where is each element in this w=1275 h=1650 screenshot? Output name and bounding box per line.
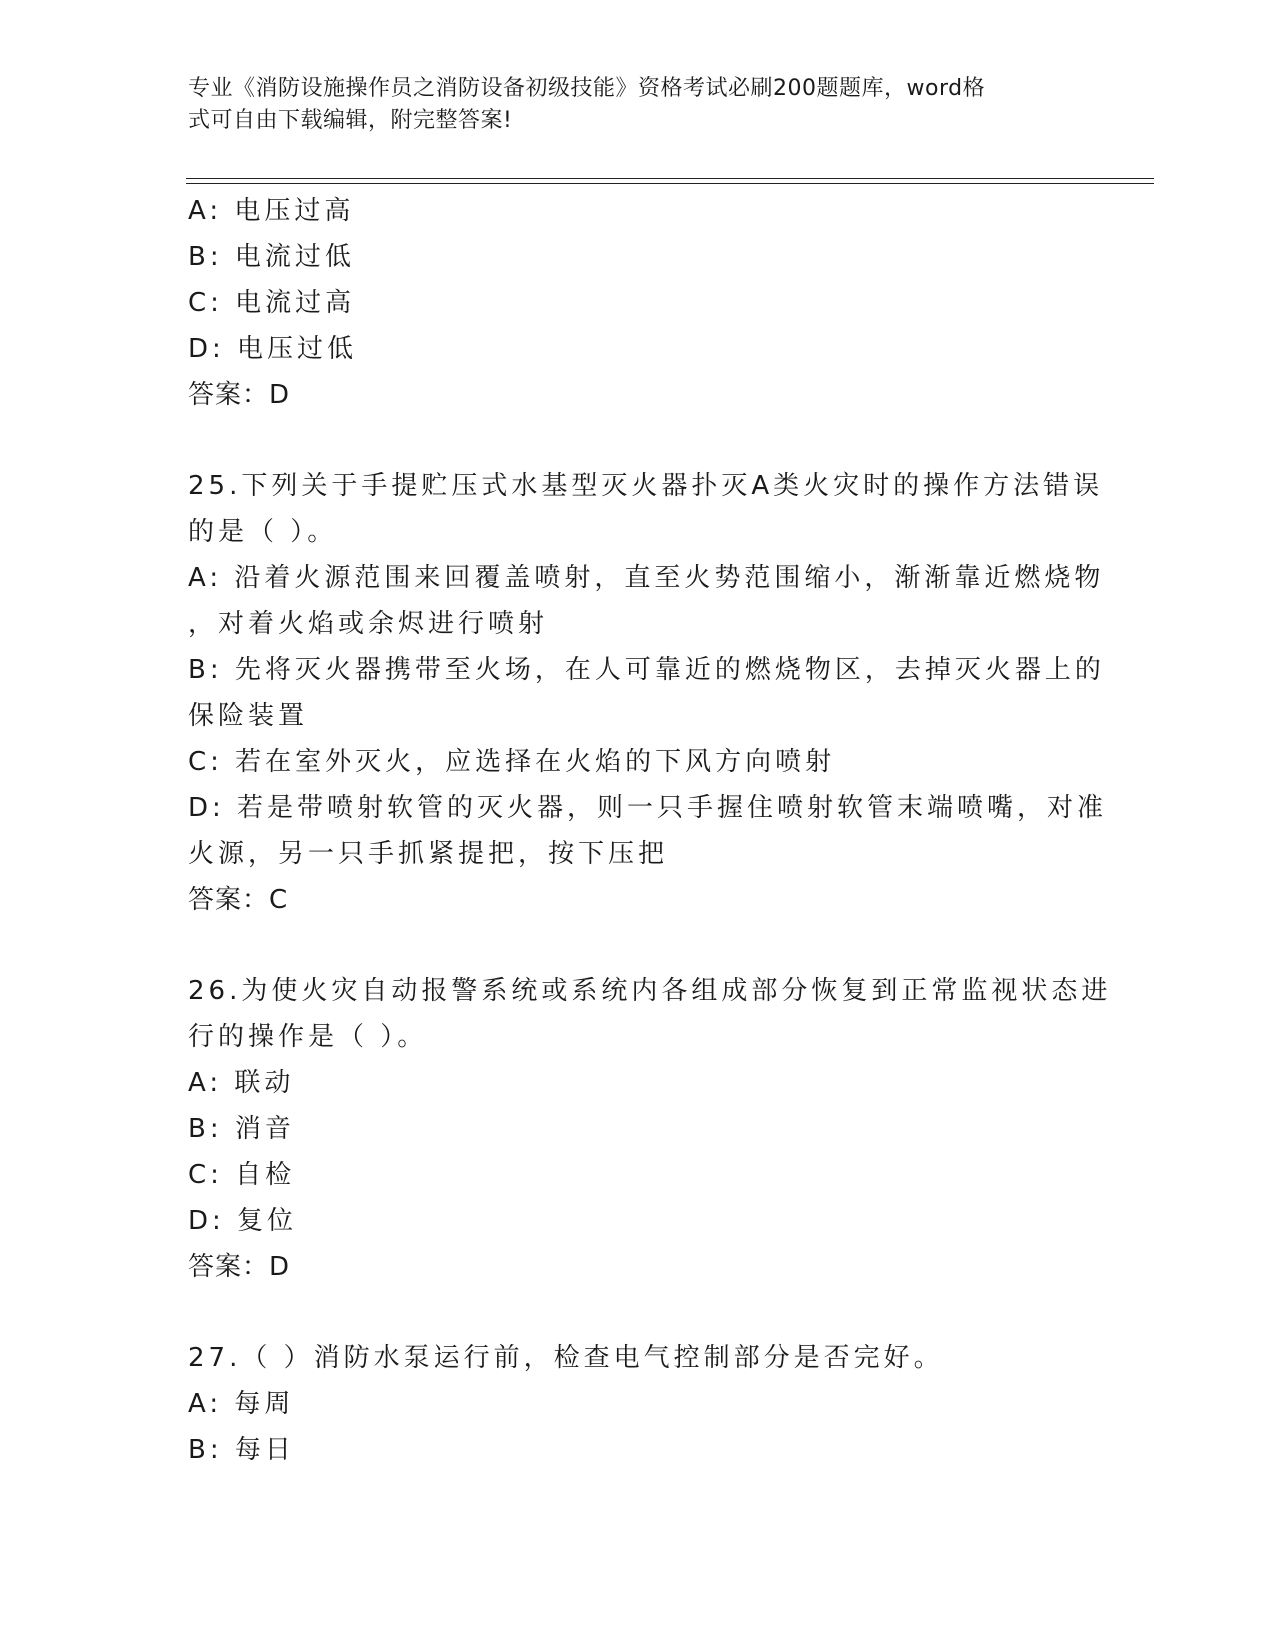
q26-option-c: C: 自检 bbox=[188, 1160, 296, 1190]
q25-option-a-line-2: ，对着火焰或余烬进行喷射 bbox=[188, 609, 549, 639]
q26-option-b: B: 消音 bbox=[188, 1114, 295, 1144]
q25-stem-line-2: 的是（ ）。 bbox=[188, 517, 338, 547]
spacer bbox=[188, 418, 1088, 463]
q25-option-b-line-1: B: 先将灭火器携带至火场，在人可靠近的燃烧物区，去掉灭火器上的 bbox=[188, 655, 1105, 685]
q24-option-b: B: 电流过低 bbox=[188, 242, 355, 272]
q24-option-a: A: 电压过高 bbox=[188, 196, 355, 226]
spacer bbox=[188, 1290, 1088, 1335]
question-24-block bbox=[188, 188, 1088, 418]
q27-stem-line-1: 27.（ ）消防水泵运行前，检查电气控制部分是否完好。 bbox=[188, 1343, 944, 1373]
q24-answer: 答案：D bbox=[188, 380, 291, 410]
spacer bbox=[188, 923, 1088, 968]
q25-option-a-line-1: A: 沿着火源范围来回覆盖喷射，直至火势范围缩小，渐渐靠近燃烧物 bbox=[188, 563, 1105, 593]
document-header bbox=[188, 73, 1088, 137]
q24-option-c: C: 电流过高 bbox=[188, 288, 356, 318]
question-25-block bbox=[188, 463, 1108, 923]
q25-option-b-line-2: 保险装置 bbox=[188, 701, 309, 731]
question-content bbox=[188, 188, 1112, 1473]
q27-option-b: B: 每日 bbox=[188, 1435, 295, 1465]
header-line-2: 式可自由下载编辑，附完整答案! bbox=[188, 108, 513, 133]
q24-option-d: D: 电压过低 bbox=[188, 334, 358, 364]
header-line-1: 专业《消防设施操作员之消防设备初级技能》资格考试必刷200题题库，word格 bbox=[188, 76, 986, 101]
header-divider-top bbox=[186, 178, 1154, 179]
question-26-block bbox=[188, 968, 1112, 1290]
question-27-block bbox=[188, 1335, 1088, 1473]
q26-stem-line-2: 行的操作是（ ）。 bbox=[188, 1022, 428, 1052]
q25-option-c: C: 若在室外灭火，应选择在火焰的下风方向喷射 bbox=[188, 747, 836, 777]
header-divider-bottom bbox=[186, 183, 1154, 184]
q25-option-d-line-1: D: 若是带喷射软管的灭火器，则一只手握住喷射软管末端喷嘴，对准 bbox=[188, 793, 1108, 823]
q26-stem-line-1: 26.为使火灾自动报警系统或系统内各组成部分恢复到正常监视状态进 bbox=[188, 976, 1112, 1006]
q25-answer: 答案：C bbox=[188, 885, 289, 915]
q25-stem-line-1: 25.下列关于手提贮压式水基型灭火器扑灭A类火灾时的操作方法错误 bbox=[188, 471, 1104, 501]
q26-option-d: D: 复位 bbox=[188, 1206, 298, 1236]
q25-option-d-line-2: 火源，另一只手抓紧提把，按下压把 bbox=[188, 839, 669, 869]
q27-option-a: A: 每周 bbox=[188, 1389, 295, 1419]
q26-answer: 答案：D bbox=[188, 1252, 291, 1282]
q26-option-a: A: 联动 bbox=[188, 1068, 295, 1098]
